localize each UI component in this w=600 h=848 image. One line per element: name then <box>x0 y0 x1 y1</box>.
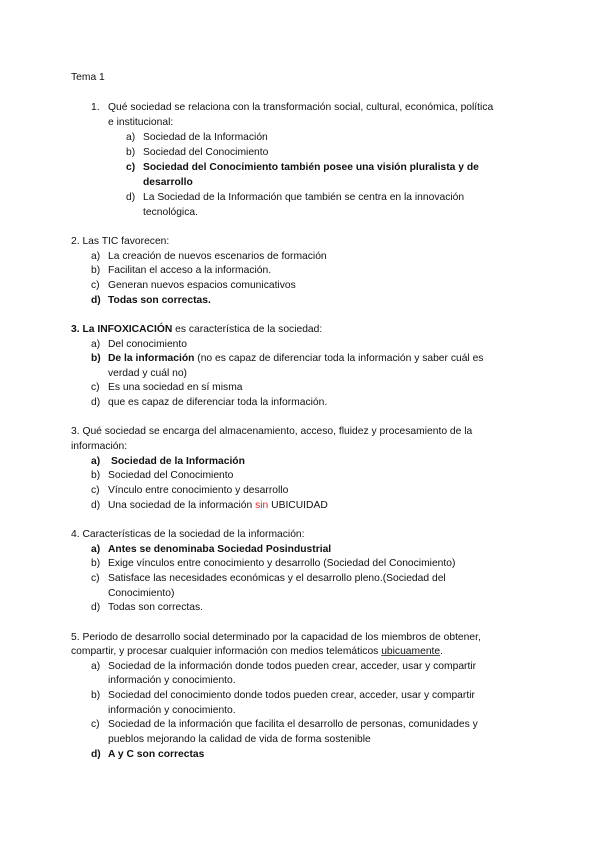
q5-text-line2 <box>71 645 443 658</box>
q2-b-text: Facilitan el acceso a la información. <box>108 265 272 276</box>
q3a-b-text-rest: (no es capaz de diferenciar toda la información y saber cuál es <box>194 353 484 364</box>
q3a-d-letter: d) <box>91 397 101 408</box>
q3b-d-text-red: sin <box>255 500 269 511</box>
q5-c-letter: c) <box>91 719 100 730</box>
q4-d-text: Todas son correctas. <box>108 602 204 613</box>
q5-c-text-line2: pueblos mejorando la calidad de vida de forma sostenible <box>108 734 371 745</box>
q4-c-letter: c) <box>91 573 100 584</box>
q3a-b-text-line1 <box>108 352 483 365</box>
q3a-b-text-bold: De la información <box>108 353 195 364</box>
q3a-text-rest: es característica de la sociedad: <box>172 324 323 335</box>
q3b-text-line2: información: <box>71 441 128 452</box>
q5-b-text-line1: Sociedad del conocimiento donde todos pueden crear, acceder, usar y compartir <box>108 690 475 701</box>
q3a-b-letter: b) <box>91 353 101 364</box>
q2-a-letter: a) <box>91 251 101 262</box>
q4-text: 4. Características de la sociedad de la información: <box>71 529 305 540</box>
q1-c-text-line2: desarrollo <box>143 177 193 188</box>
q1-c-letter: c) <box>126 162 136 173</box>
q4-b-letter: b) <box>91 558 101 569</box>
q1-text-line1: Qué sociedad se relaciona con la transformación social, cultural, económica, política <box>108 102 494 113</box>
q3a-text-bold: La INFOXICACIÓN <box>82 324 173 335</box>
q1-d-text-line2: tecnológica. <box>143 207 198 218</box>
q3a-a-letter: a) <box>91 339 101 350</box>
document-title: Tema 1 <box>71 72 105 83</box>
q3b-b-text: Sociedad del Conocimiento <box>108 470 234 481</box>
q3b-d-text <box>108 499 328 512</box>
q2-b-letter: b) <box>91 265 101 276</box>
q3b-d-letter: d) <box>91 500 101 511</box>
q5-text-line1: 5. Periodo de desarrollo social determinado por la capacidad de los miembros de obtener, <box>71 632 481 643</box>
q4-a-text: Antes se denominaba Sociedad Posindustrial <box>108 544 332 555</box>
q3b-c-text: Vínculo entre conocimiento y desarrollo <box>108 485 289 496</box>
q4-d-letter: d) <box>91 602 101 613</box>
q2-a-text: La creación de nuevos escenarios de formación <box>108 251 327 262</box>
q5-b-text-line2: información y conocimiento. <box>108 705 236 716</box>
q5-text-line2-underlined: ubicuamente <box>381 646 441 657</box>
q3a-a-text: Del conocimiento <box>108 339 187 350</box>
q2-text: 2. Las TIC favorecen: <box>71 236 170 247</box>
q2-d-text: Todas son correctas. <box>108 295 211 306</box>
q4-c-text-line2: Conocimiento) <box>108 588 175 599</box>
q3b-d-text-part2: UBICUIDAD <box>268 500 328 511</box>
q5-c-text-line1: Sociedad de la información que facilita el desarrollo de personas, comunidades y <box>108 719 478 730</box>
q3b-a-letter: a) <box>91 456 101 467</box>
q5-d-letter: d) <box>91 749 101 760</box>
q4-c-text-line1: Satisface las necesidades económicas y el desarrollo pleno.(Sociedad del <box>108 573 446 584</box>
q5-d-text: A y C son correctas <box>108 749 205 760</box>
q3b-c-letter: c) <box>91 485 100 496</box>
q3a-text <box>71 323 322 336</box>
q3a-number: 3. <box>71 324 80 335</box>
q3b-d-text-part1: Una sociedad de la información <box>108 500 256 511</box>
q1-text-line2: e institucional: <box>108 117 174 128</box>
q3a-d-text: que es capaz de diferenciar toda la información. <box>108 397 328 408</box>
q3b-text-line1: 3. Qué sociedad se encarga del almacenamiento, acceso, fluidez y procesamiento de la <box>71 426 473 437</box>
q3a-c-text: Es una sociedad en sí misma <box>108 382 243 393</box>
q2-c-letter: c) <box>91 280 100 291</box>
q1-b-text: Sociedad del Conocimiento <box>143 147 269 158</box>
q4-b-text: Exige vínculos entre conocimiento y desarrollo (Sociedad del Conocimiento) <box>108 558 456 569</box>
q3b-b-letter: b) <box>91 470 101 481</box>
q1-number: 1. <box>91 102 100 113</box>
q3b-a-text: Sociedad de la Información <box>111 456 245 467</box>
q2-c-text: Generan nuevos espacios comunicativos <box>108 280 296 291</box>
q5-b-letter: b) <box>91 690 101 701</box>
q3a-b-text-line2: verdad y cuál no) <box>108 368 187 379</box>
q4-a-letter: a) <box>91 544 101 555</box>
q3a-c-letter: c) <box>91 382 100 393</box>
q1-b-letter: b) <box>126 147 136 158</box>
q5-text-line2-part1: compartir, y procesar cualquier información con medios telemáticos <box>71 646 382 657</box>
q1-d-letter: d) <box>126 192 136 203</box>
q5-text-line2-part2: . <box>440 646 444 657</box>
q5-a-letter: a) <box>91 661 101 672</box>
q5-a-text-line1: Sociedad de la información donde todos pueden crear, acceder, usar y compartir <box>108 661 477 672</box>
q1-c-text-line1: Sociedad del Conocimiento también posee una visión pluralista y de <box>143 162 479 173</box>
q1-a-text: Sociedad de la Información <box>143 132 268 143</box>
q1-a-letter: a) <box>126 132 136 143</box>
q5-a-text-line2: información y conocimiento. <box>108 675 236 686</box>
q1-d-text-line1: La Sociedad de la Información que también se centra en la innovación <box>143 192 465 203</box>
q2-d-letter: d) <box>91 295 101 306</box>
